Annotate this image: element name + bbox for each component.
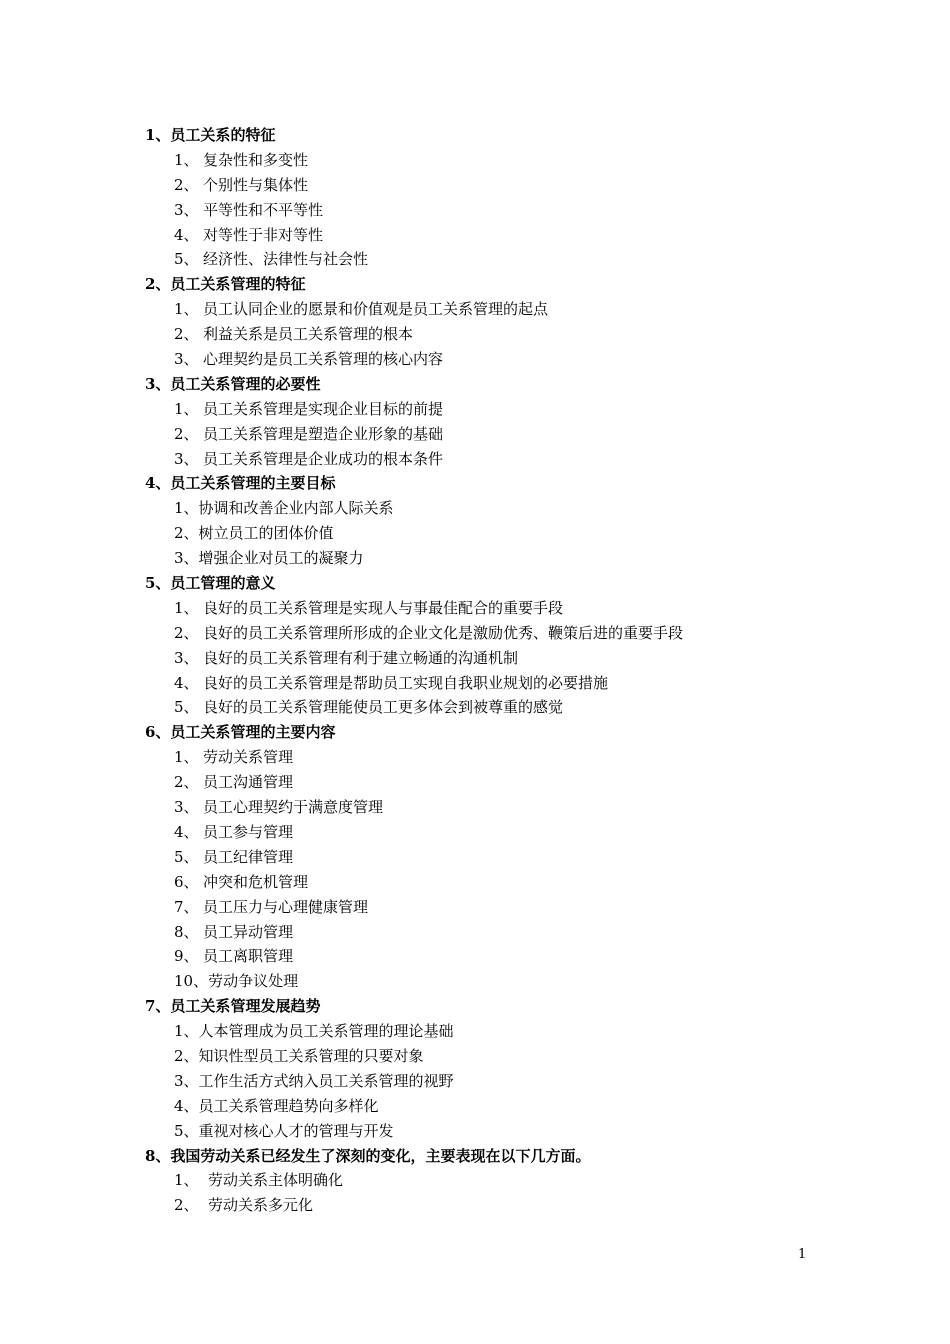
list-item xyxy=(0,795,950,820)
list-item xyxy=(0,1193,950,1218)
list-item-number: 2、 xyxy=(174,524,199,543)
list-item xyxy=(0,944,950,969)
list-item-text: 个别性与集体性 xyxy=(203,175,309,194)
list-item-text: 平等性和不平等性 xyxy=(203,200,324,219)
list-item-number: 9、 xyxy=(174,947,199,966)
list-item-number: 1、 xyxy=(174,1171,199,1190)
list-item xyxy=(0,422,950,447)
section-heading: 6、员工关系管理的主要内容 xyxy=(145,723,336,742)
list-item-number: 2、 xyxy=(174,1046,199,1065)
list-item-number: 3、 xyxy=(174,798,199,817)
list-item xyxy=(0,546,950,571)
list-item xyxy=(0,671,950,696)
list-item-number: 2、 xyxy=(174,325,199,344)
list-item xyxy=(0,496,950,521)
list-item xyxy=(0,397,950,422)
list-item-number: 4、 xyxy=(174,225,199,244)
list-item-number: 2、 xyxy=(174,623,199,642)
list-item xyxy=(0,148,950,173)
list-item-text: 劳动关系多元化 xyxy=(208,1196,314,1215)
list-item-number: 3、 xyxy=(174,200,199,219)
list-item xyxy=(0,247,950,272)
list-item-text: 员工离职管理 xyxy=(203,947,294,966)
list-item-text: 员工纪律管理 xyxy=(203,847,294,866)
list-item xyxy=(0,845,950,870)
list-item xyxy=(0,1019,950,1044)
list-item-text: 良好的员工关系管理是帮助员工实现自我职业规划的必要措施 xyxy=(203,673,609,692)
list-item-number: 5、 xyxy=(174,847,199,866)
list-item xyxy=(0,820,950,845)
list-item-text: 复杂性和多变性 xyxy=(203,150,309,169)
document-body xyxy=(0,123,950,1218)
list-item-text: 良好的员工关系管理有利于建立畅通的沟通机制 xyxy=(203,648,519,667)
section-heading: 7、员工关系管理发展趋势 xyxy=(145,997,321,1016)
list-item-text: 知识性型员工关系管理的只要对象 xyxy=(198,1046,424,1065)
list-item-number: 3、 xyxy=(174,549,199,568)
list-item-text: 心理契约是员工关系管理的核心内容 xyxy=(203,350,444,369)
list-item-number: 5、 xyxy=(174,250,199,269)
list-item xyxy=(0,969,950,994)
list-item xyxy=(0,1069,950,1094)
list-item-text: 员工沟通管理 xyxy=(203,773,294,792)
list-item-number: 4、 xyxy=(174,822,199,841)
list-item-number: 7、 xyxy=(174,897,199,916)
list-item-text: 劳动关系管理 xyxy=(203,748,294,767)
page-number: 1 xyxy=(798,1247,807,1262)
section-heading: 1、员工关系的特征 xyxy=(145,126,276,144)
list-item-number: 3、 xyxy=(174,449,199,468)
list-item-text: 良好的员工关系管理能使员工更多体会到被尊重的感觉 xyxy=(203,698,564,717)
list-item-number: 2、 xyxy=(174,1196,199,1215)
list-item-text: 员工参与管理 xyxy=(203,822,294,841)
list-item-number: 1、 xyxy=(174,499,199,518)
list-item-text: 员工关系管理是塑造企业形象的基础 xyxy=(203,424,444,443)
list-item-text: 利益关系是员工关系管理的根本 xyxy=(203,325,414,344)
list-item-text: 员工认同企业的愿景和价值观是员工关系管理的起点 xyxy=(203,300,549,319)
list-item xyxy=(0,447,950,472)
list-item-number: 10、 xyxy=(174,972,209,991)
list-item xyxy=(0,521,950,546)
list-item xyxy=(0,1094,950,1119)
list-item xyxy=(0,1168,950,1193)
list-item xyxy=(0,695,950,720)
list-item xyxy=(0,223,950,248)
list-item-number: 8、 xyxy=(174,922,199,941)
list-item-number: 2、 xyxy=(174,175,199,194)
list-item-number: 1、 xyxy=(174,150,199,169)
list-item-number: 6、 xyxy=(174,872,199,891)
section-heading: 2、员工关系管理的特征 xyxy=(145,275,306,294)
list-item xyxy=(0,347,950,372)
list-item-text: 树立员工的团体价值 xyxy=(198,524,334,543)
list-item xyxy=(0,322,950,347)
list-item-text: 增强企业对员工的凝聚力 xyxy=(198,549,364,568)
list-item xyxy=(0,621,950,646)
list-item xyxy=(0,870,950,895)
section-heading: 5、员工管理的意义 xyxy=(145,574,276,593)
list-item-text: 员工关系管理是企业成功的根本条件 xyxy=(203,449,444,468)
list-item-text: 员工异动管理 xyxy=(203,922,294,941)
list-item xyxy=(0,646,950,671)
list-item-number: 1、 xyxy=(174,1022,199,1041)
list-item-number: 4、 xyxy=(174,1096,199,1115)
list-item xyxy=(0,1119,950,1144)
list-item xyxy=(0,895,950,920)
list-item-text: 员工压力与心理健康管理 xyxy=(203,897,369,916)
list-item xyxy=(0,198,950,223)
list-item-number: 5、 xyxy=(174,698,199,717)
list-item xyxy=(0,173,950,198)
list-item-number: 4、 xyxy=(174,673,199,692)
list-item xyxy=(0,297,950,322)
list-item-text: 冲突和危机管理 xyxy=(203,872,309,891)
list-item-number: 1、 xyxy=(174,598,199,617)
section-heading: 3、员工关系管理的必要性 xyxy=(145,374,321,393)
list-item-number: 5、 xyxy=(174,1121,199,1140)
list-item xyxy=(0,596,950,621)
list-item-number: 1、 xyxy=(174,300,199,319)
list-item-text: 经济性、法律性与社会性 xyxy=(203,250,369,269)
list-item-number: 2、 xyxy=(174,773,199,792)
list-item-text: 人本管理成为员工关系管理的理论基础 xyxy=(198,1022,454,1041)
section-heading: 4、员工关系管理的主要目标 xyxy=(145,474,336,493)
list-item-text: 良好的员工关系管理所形成的企业文化是激励优秀、鞭策后进的重要手段 xyxy=(203,623,684,642)
list-item-text: 重视对核心人才的管理与开发 xyxy=(198,1121,394,1140)
list-item-text: 员工关系管理趋势向多样化 xyxy=(198,1096,379,1115)
list-item-number: 3、 xyxy=(174,648,199,667)
list-item-number: 3、 xyxy=(174,1071,199,1090)
section-heading: 8、我国劳动关系已经发生了深刻的变化，主要表现在以下几方面。 xyxy=(145,1146,591,1165)
list-item-number: 1、 xyxy=(174,399,199,418)
list-item-text: 劳动争议处理 xyxy=(208,972,299,991)
list-item xyxy=(0,920,950,945)
list-item xyxy=(0,770,950,795)
list-item-text: 协调和改善企业内部人际关系 xyxy=(198,499,394,518)
list-item-text: 员工心理契约于满意度管理 xyxy=(203,798,384,817)
list-item-text: 劳动关系主体明确化 xyxy=(208,1171,344,1190)
list-item-text: 员工关系管理是实现企业目标的前提 xyxy=(203,399,444,418)
list-item-number: 2、 xyxy=(174,424,199,443)
list-item-number: 1、 xyxy=(174,748,199,767)
list-item xyxy=(0,1044,950,1069)
list-item-text: 良好的员工关系管理是实现人与事最佳配合的重要手段 xyxy=(203,598,564,617)
list-item xyxy=(0,745,950,770)
list-item-number: 3、 xyxy=(174,350,199,369)
list-item-text: 对等性于非对等性 xyxy=(203,225,324,244)
list-item-text: 工作生活方式纳入员工关系管理的视野 xyxy=(198,1071,454,1090)
